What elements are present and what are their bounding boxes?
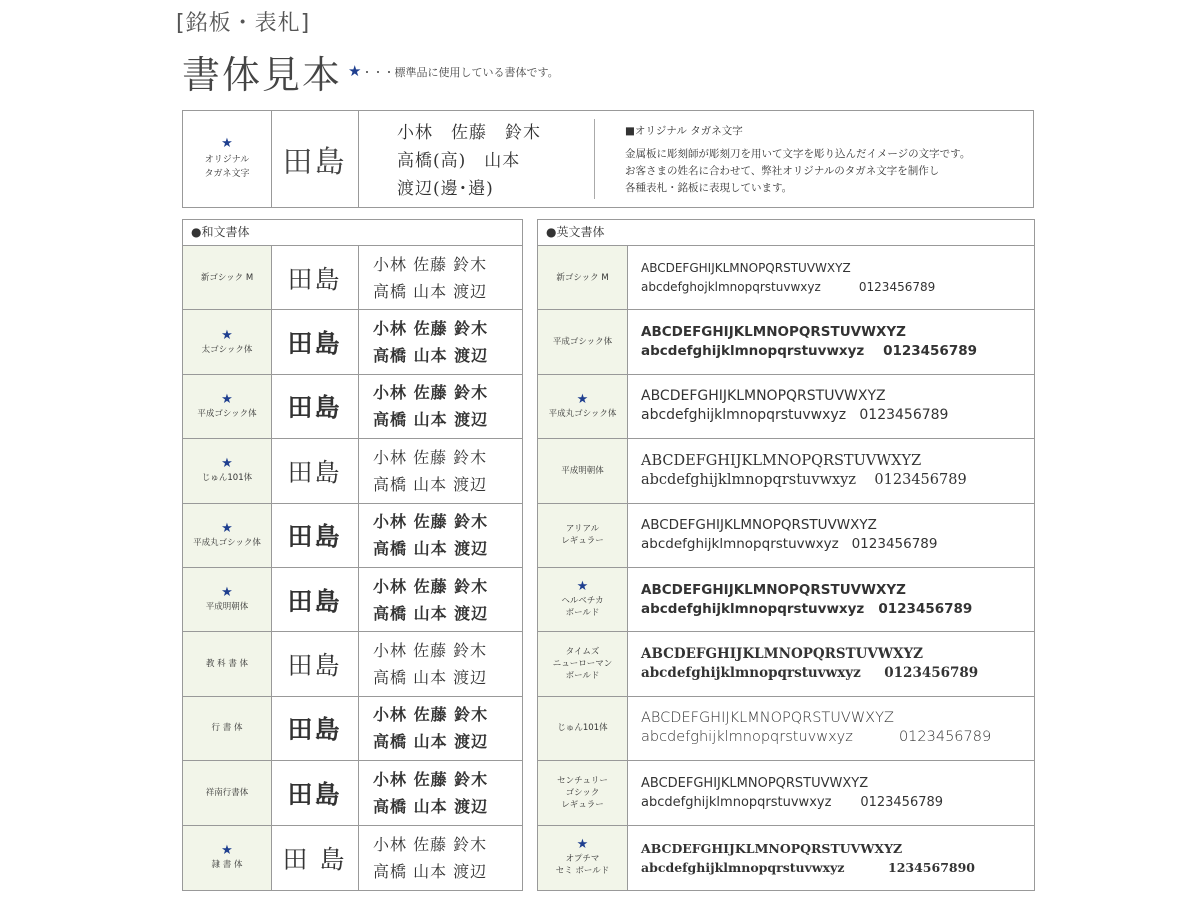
font-name-label: 平成丸ゴシック体 xyxy=(193,537,261,548)
name-samples xyxy=(373,246,487,309)
uppercase-line: ABCDEFGHIJKLMNOPQRSTUVWXYZ xyxy=(641,710,894,727)
original-big-sample: 田島 xyxy=(271,111,359,207)
font-name-cell xyxy=(183,310,272,373)
star-icon: ★ xyxy=(576,837,589,853)
font-name-cell xyxy=(183,568,272,631)
font-name-label: 平成ゴシック体 xyxy=(552,337,613,348)
name-line: 高橋 山本 渡辺 xyxy=(373,603,489,623)
font-name-label: セミ ボールド xyxy=(555,866,610,877)
lowercase-digits-line: abcdefghijklmnopqrstuvwxyz 0123456789 xyxy=(641,794,944,810)
english-font-row xyxy=(538,310,1034,374)
name-line: 小林 佐藤 鈴木 xyxy=(397,123,541,143)
japanese-font-row xyxy=(183,826,522,890)
uppercase-line: ABCDEFGHIJKLMNOPQRSTUVWXYZ xyxy=(641,775,869,791)
english-font-row xyxy=(538,697,1034,761)
uppercase-line: ABCDEFGHIJKLMNOPQRSTUVWXYZ xyxy=(641,260,851,275)
font-name-cell xyxy=(538,439,628,502)
english-font-row xyxy=(538,632,1034,696)
font-name-cell xyxy=(538,246,628,309)
english-font-row xyxy=(538,761,1034,825)
alphabet-sample xyxy=(641,697,991,760)
name-line: 小林 佐藤 鈴木 xyxy=(373,641,488,661)
original-label-cell xyxy=(183,111,272,207)
font-name-label: センチュリー xyxy=(557,775,608,786)
japanese-font-row xyxy=(183,632,522,696)
uppercase-line: ABCDEFGHIJKLMNOPQRSTUVWXYZ xyxy=(641,581,906,598)
japanese-table-heading: ●和文書体 xyxy=(183,220,522,246)
name-line: 小林 佐藤 鈴木 xyxy=(373,383,489,403)
big-sample: 田島 xyxy=(271,439,359,502)
font-name-label: ヘルベチカ xyxy=(561,596,604,607)
big-sample: 田島 xyxy=(271,568,359,631)
english-table-heading: ●英文書体 xyxy=(538,220,1034,246)
japanese-font-row xyxy=(183,697,522,761)
big-sample: 田島 xyxy=(271,761,359,824)
english-font-row xyxy=(538,246,1034,310)
font-name-cell xyxy=(538,310,628,373)
name-samples xyxy=(373,697,488,760)
name-samples xyxy=(373,826,487,890)
star-icon: ★ xyxy=(576,579,589,595)
name-samples xyxy=(373,439,487,502)
original-description xyxy=(625,123,970,197)
name-line: 高橋(高) 山本 xyxy=(397,151,521,171)
uppercase-line: ABCDEFGHIJKLMNOPQRSTUVWXYZ xyxy=(641,840,903,856)
english-font-row xyxy=(538,826,1034,890)
name-samples xyxy=(373,310,488,373)
uppercase-line: ABCDEFGHIJKLMNOPQRSTUVWXYZ xyxy=(641,452,922,469)
english-font-row xyxy=(538,504,1034,568)
english-font-row xyxy=(538,568,1034,632)
alphabet-sample xyxy=(641,504,938,567)
name-line: 高橋 山本 渡辺 xyxy=(373,668,488,688)
name-line: 高橋 山本 渡辺 xyxy=(373,281,488,301)
font-name-label: レギュラー xyxy=(561,799,604,810)
lowercase-digits-line: abcdefghijklmnopqrstuvwxyz 1234567890 xyxy=(641,859,975,875)
section-bracket-title: [銘板・表札] xyxy=(176,11,311,36)
font-name-label: タイムズ xyxy=(565,647,600,658)
star-icon: ★ xyxy=(221,136,233,151)
note-text: ・・・標準品に使用している書体です。 xyxy=(361,66,559,79)
font-name-cell xyxy=(183,246,272,309)
font-name-cell xyxy=(183,375,272,438)
uppercase-line: ABCDEFGHIJKLMNOPQRSTUVWXYZ xyxy=(641,646,924,663)
font-name-label: 平成明朝体 xyxy=(205,602,249,613)
font-name-cell xyxy=(183,504,272,567)
lowercase-digits-line: abcdefghojklmnopqrstuvwxyz 0123456789 xyxy=(641,279,936,294)
japanese-font-row xyxy=(183,761,522,825)
lowercase-digits-line: abcdefghijklmnopqrstuvwxyz 0123456789 xyxy=(641,729,992,746)
star-icon: ★ xyxy=(221,456,233,472)
font-name-cell xyxy=(183,826,272,890)
lowercase-digits-line: abcdefghijklmnopqrstuvwxyz 0123456789 xyxy=(641,665,979,682)
name-line: 小林 佐藤 鈴木 xyxy=(373,319,489,339)
japanese-font-row xyxy=(183,310,522,374)
font-name-label: ニューローマン xyxy=(552,659,613,670)
name-line: 小林 佐藤 鈴木 xyxy=(373,576,489,596)
lowercase-digits-line: abcdefghijklmnopqrstuvwxyz 0123456789 xyxy=(641,600,973,617)
name-line: 小林 佐藤 鈴木 xyxy=(373,769,489,789)
name-line: 渡辺(邊･邉) xyxy=(397,179,494,199)
japanese-fonts-table xyxy=(182,219,523,891)
font-name-label: レギュラー xyxy=(561,536,604,547)
font-name-label: じゅん101体 xyxy=(557,723,608,734)
description-heading: ■オリジナル タガネ文字 xyxy=(625,125,743,137)
lowercase-digits-line: abcdefghijklmnopqrstuvwxyz 0123456789 xyxy=(641,471,967,488)
original-label-line: タガネ文字 xyxy=(204,169,250,179)
star-icon: ★ xyxy=(576,391,589,407)
name-line: 高橋 山本 渡辺 xyxy=(373,346,489,366)
alphabet-sample xyxy=(641,439,967,502)
name-samples xyxy=(373,504,488,567)
japanese-font-row xyxy=(183,246,522,310)
font-name-label: 隷 書 体 xyxy=(211,860,243,871)
font-name-cell xyxy=(183,761,272,824)
uppercase-line: ABCDEFGHIJKLMNOPQRSTUVWXYZ xyxy=(641,517,877,534)
font-name-label: アリアル xyxy=(565,524,600,535)
english-font-row xyxy=(538,439,1034,503)
japanese-font-row xyxy=(183,439,522,503)
big-sample: 田島 xyxy=(271,375,359,438)
alphabet-sample xyxy=(641,568,972,631)
description-line: 金属板に彫刻師が彫刻刀を用いて文字を彫り込んだイメージの文字です。 xyxy=(625,148,971,160)
name-line: 小林 佐藤 鈴木 xyxy=(373,705,489,725)
font-name-label: ボールド xyxy=(565,608,600,619)
alphabet-sample xyxy=(641,375,948,438)
big-sample: 田島 xyxy=(271,504,359,567)
alphabet-sample xyxy=(641,632,978,695)
font-name-label: 祥南行書体 xyxy=(205,787,249,798)
japanese-font-row xyxy=(183,375,522,439)
original-name-samples xyxy=(397,119,541,203)
font-name-label: 教 科 書 体 xyxy=(205,659,249,670)
font-name-label: オプチマ xyxy=(565,854,600,865)
alphabet-sample xyxy=(641,310,977,373)
font-name-label: 平成明朝体 xyxy=(561,465,604,476)
font-name-cell xyxy=(538,504,628,567)
font-name-cell xyxy=(538,568,628,631)
original-label-line: オリジナル xyxy=(204,155,250,165)
star-icon: ★ xyxy=(221,520,233,536)
name-line: 小林 佐藤 鈴木 xyxy=(373,512,489,532)
font-name-label: 新ゴシック M xyxy=(200,272,254,283)
divider xyxy=(594,119,595,199)
name-samples xyxy=(373,761,488,824)
font-name-cell xyxy=(538,826,628,890)
standard-note xyxy=(348,62,559,80)
name-samples xyxy=(373,632,487,695)
font-name-cell xyxy=(538,375,628,438)
big-sample: 田島 xyxy=(271,310,359,373)
description-line: 各種表札・銘板に表現しています。 xyxy=(625,182,793,194)
star-icon: ★ xyxy=(221,843,233,859)
big-sample: 田島 xyxy=(271,246,359,309)
star-icon: ★ xyxy=(348,62,362,80)
name-line: 高橋 山本 渡辺 xyxy=(373,474,488,494)
lowercase-digits-line: abcdefghijklmnopqrstuvwxyz 0123456789 xyxy=(641,407,949,424)
font-name-label: 新ゴシック M xyxy=(556,272,609,283)
page-title: 書体見本 xyxy=(182,53,343,97)
alphabet-sample xyxy=(641,246,935,309)
font-name-cell xyxy=(183,697,272,760)
uppercase-line: ABCDEFGHIJKLMNOPQRSTUVWXYZ xyxy=(641,388,886,405)
font-name-label: 太ゴシック体 xyxy=(201,344,253,355)
alphabet-sample xyxy=(641,826,975,890)
name-line: 高橋 山本 渡辺 xyxy=(373,410,489,430)
name-line: 高橋 山本 渡辺 xyxy=(373,539,489,559)
name-samples xyxy=(373,375,488,438)
name-samples xyxy=(373,568,488,631)
name-line: 小林 佐藤 鈴木 xyxy=(373,254,488,274)
font-name-cell xyxy=(538,697,628,760)
font-name-label: じゅん101体 xyxy=(201,473,253,484)
star-icon: ★ xyxy=(221,391,233,407)
star-icon: ★ xyxy=(221,327,233,343)
star-icon: ★ xyxy=(221,585,233,601)
english-fonts-table xyxy=(537,219,1035,891)
big-sample: 田島 xyxy=(271,697,359,760)
alphabet-sample xyxy=(641,761,943,824)
lowercase-digits-line: abcdefghijklmnopqrstuvwxyz 0123456789 xyxy=(641,536,938,553)
font-name-cell xyxy=(538,632,628,695)
japanese-font-row xyxy=(183,504,522,568)
font-name-label: 平成丸ゴシック体 xyxy=(548,408,617,419)
name-line: 高橋 山本 渡辺 xyxy=(373,861,488,881)
uppercase-line: ABCDEFGHIJKLMNOPQRSTUVWXYZ xyxy=(641,324,906,341)
japanese-font-row xyxy=(183,568,522,632)
description-line: お客さまの姓名に合わせて、弊社オリジナルのタガネ文字を制作し xyxy=(625,165,940,177)
big-sample: 田 島 xyxy=(271,826,359,890)
name-line: 高橋 山本 渡辺 xyxy=(373,732,489,752)
english-font-row xyxy=(538,375,1034,439)
font-name-label: 平成ゴシック体 xyxy=(197,408,257,419)
name-line: 小林 佐藤 鈴木 xyxy=(373,447,488,467)
lowercase-digits-line: abcdefghijklmnopqrstuvwxyz 0123456789 xyxy=(641,343,978,360)
original-tagane-panel xyxy=(182,110,1034,208)
name-line: 小林 佐藤 鈴木 xyxy=(373,834,488,854)
font-name-label: 行 書 体 xyxy=(211,723,243,734)
font-name-cell xyxy=(183,439,272,502)
font-name-label: ボールド xyxy=(565,671,600,682)
font-name-cell xyxy=(538,761,628,824)
big-sample: 田島 xyxy=(271,632,359,695)
font-name-label: ゴシック xyxy=(565,787,600,798)
font-name-cell xyxy=(183,632,272,695)
name-line: 高橋 山本 渡辺 xyxy=(373,796,489,816)
